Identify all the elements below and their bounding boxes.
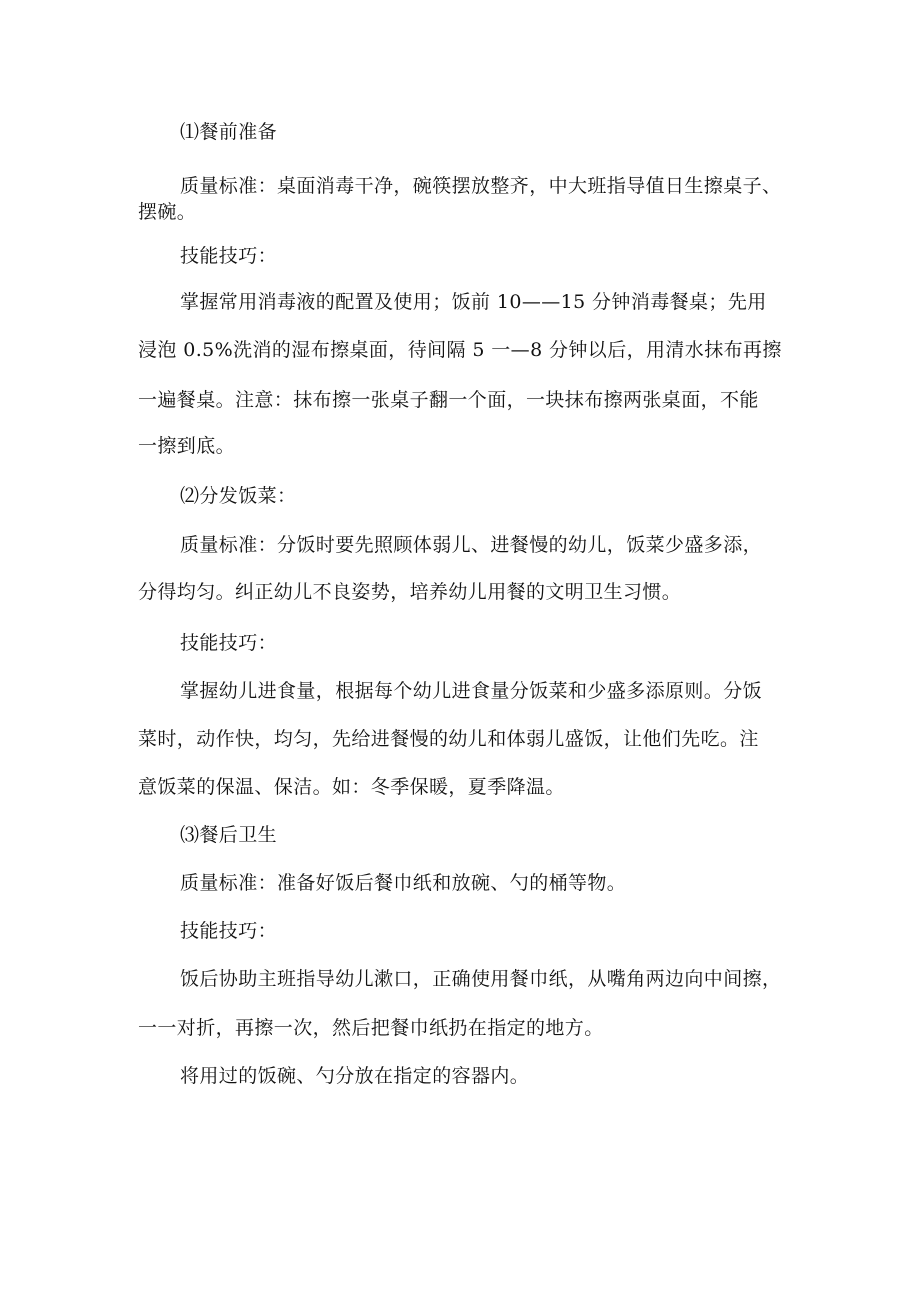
paragraph-line: 浸泡 0.5%洗消的湿布擦桌面，待间隔 5 一—8 分钟以后，用清水抹布再擦: [138, 339, 782, 361]
paragraph-line: 将用过的饭碗、勺分放在指定的容器内。: [180, 1065, 530, 1087]
paragraph-line: 质量标准：准备好饭后餐巾纸和放碗、勺的桶等物。: [180, 872, 627, 894]
paragraph-line: 掌握幼儿进食量，根据每个幼儿进食量分饭菜和少盛多添原则。分饭: [180, 680, 763, 702]
paragraph-line: 一擦到底。: [138, 435, 236, 457]
section-heading-serve-food: ⑵分发饭菜：: [180, 485, 297, 507]
paragraph-line: 掌握常用消毒液的配置及使用；饭前 10——15 分钟消毒餐桌；先用: [180, 291, 767, 313]
section-heading-pre-meal: ⑴餐前准备: [180, 121, 278, 143]
section-heading-post-meal: ⑶餐后卫生: [180, 824, 278, 846]
paragraph-line: 意饭菜的保温、保洁。如：冬季保暖，夏季降温。: [138, 776, 565, 798]
paragraph-line: 分得均匀。纠正幼儿不良姿势，培养幼儿用餐的文明卫生习惯。: [138, 581, 682, 603]
paragraph-line: 一一对折，再擦一次，然后把餐巾纸扔在指定的地方。: [138, 1017, 604, 1039]
paragraph-line: 饭后协助主班指导幼儿漱口，正确使用餐巾纸，从嘴角两边向中间擦，: [180, 968, 782, 990]
paragraph-line: 质量标准：桌面消毒干净，碗筷摆放整齐，中大班指导值日生擦桌子、: [180, 175, 782, 197]
subheading-skills: 技能技巧：: [180, 245, 278, 267]
paragraph-line: 质量标准：分饭时要先照顾体弱儿、进餐慢的幼儿，饭菜少盛多添，: [180, 534, 763, 556]
paragraph-line: 一遍餐桌。注意：抹布擦一张桌子翻一个面，一块抹布擦两张桌面，不能: [138, 389, 759, 411]
paragraph-line: 菜时，动作快，均匀，先给进餐慢的幼儿和体弱儿盛饭，让他们先吃。注: [138, 728, 759, 750]
paragraph-line: 摆碗。: [138, 201, 197, 223]
subheading-skills: 技能技巧：: [180, 920, 278, 942]
subheading-skills: 技能技巧：: [180, 632, 278, 654]
